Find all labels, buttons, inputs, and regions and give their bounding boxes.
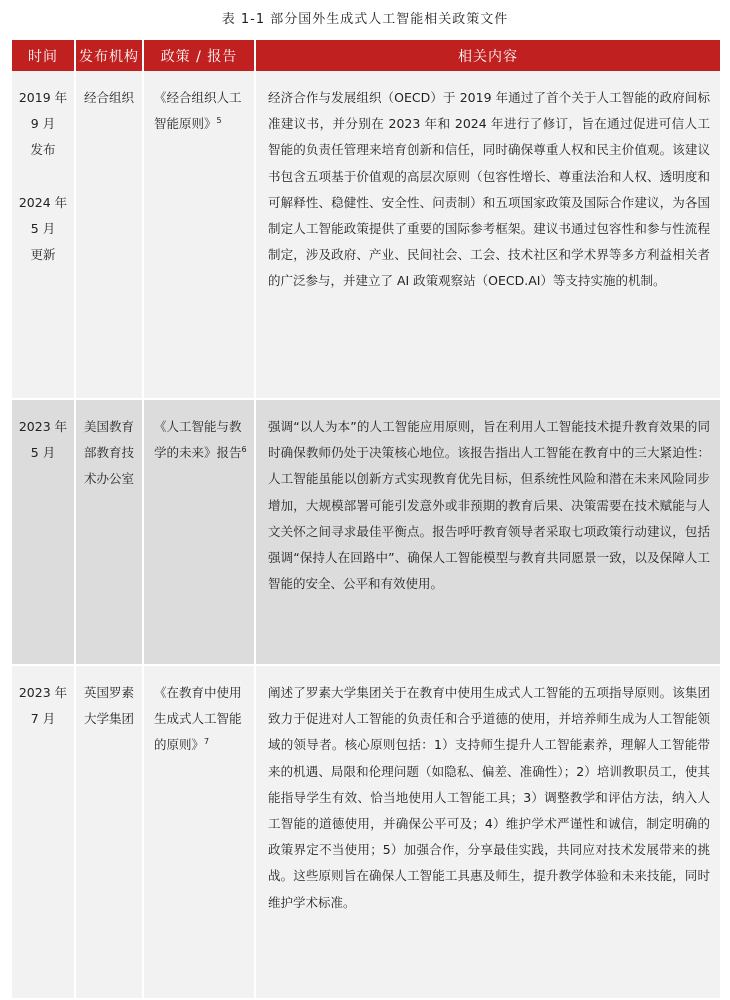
time-month: 5 月 [30,445,56,461]
row-policy [144,666,256,1000]
time-status-updated: 更新 [30,247,56,263]
time-year: 2023 年 [18,419,68,434]
table-header-row [12,40,720,71]
time-year-updated: 2024 年 [18,194,68,210]
time-month-updated: 5 月 [30,220,56,236]
header-time: 时间 [12,40,76,71]
table-row [12,400,720,666]
row-policy [144,71,256,400]
row-time [12,400,76,666]
header-org: 发布机构 [76,40,144,71]
row-content: 阐述了罗素大学集团关于在教育中使用生成式人工智能的五项指导原则。该集团致力于促进对人工智能的负责任和合乎道德的使用，并培养师生成为人工智能领域的领导者。核心原则包括：1）支持师生提升人工智能素养，理解人工智能带来的机遇、局限和伦理问题（如隐私、偏差、准确性）；2）培训教职员工，使其能指导学生有效、恰当地使用人工智能工具；3）调整教学和评估方法，纳入人工智能的道德使用，并确保公平可及；4）维护学术严谨性和诚信，制定明确的政策界定不当使用；5）加强合作，分享最佳实践，共同应对技术发展带来的挑战。这些原则旨在确保人工智能工具惠及师生，提升教学体验和未来技能，同时维护学术标准。 [256,666,720,1000]
policy-title: 《人工智能与教学的未来》报告 [154,419,242,461]
policy-title: 《经合组织人工智能原则》 [154,90,242,132]
row-content: 强调“以人为本”的人工智能应用原则，旨在利用人工智能技术提升教育效果的同时确保教师仍处于决策核心地位。该报告指出人工智能在教育中的三大紧迫性：人工智能虽能以创新方式实现教育优先目标，但系统性风险和潜在未来风险同步增加，大规模部署可能引发意外或非预期的教育后果、决策需要在技术赋能与人文关怀之间寻求最佳平衡点。报告呼吁教育领导者采取七项政策行动建议，包括强调“保持人在回路中”、确保人工智能模型与教育共同愿景一致，以及保障人工智能的安全、公平和有效使用。 [256,400,720,666]
header-content: 相关内容 [256,40,720,71]
row-org: 英国罗素大学集团 [76,666,144,1000]
row-time [12,71,76,400]
table-row [12,666,720,1000]
row-policy [144,400,256,666]
table-row [12,71,720,400]
row-time [12,666,76,1000]
header-policy: 政策 / 报告 [144,40,256,71]
time-month: 9 月 [30,116,56,132]
footnote-ref: 5 [216,116,222,126]
time-status: 发布 [30,142,56,158]
policy-title: 《在教育中使用生成式人工智能的原则》 [154,685,242,753]
footnote-ref: 7 [204,737,210,747]
time-month: 7 月 [30,711,56,727]
time-year: 2019 年 [18,90,68,105]
time-year: 2023 年 [18,685,68,700]
row-content: 经济合作与发展组织（OECD）于 2019 年通过了首个关于人工智能的政府间标准建议书，并分别在 2023 年和 2024 年进行了修订，旨在通过促进可信人工智能的负责任管理来培育创新和信任，同时确保尊重人权和民主价值观。该建议书包含五项基于价值观的高层次原则（包容性增长、尊重法治和人权、透明度和可解释性、稳健性、安全性、问责制）和五项国家政策及国际合作建议，为各国制定人工智能政策提供了重要的国际参考框架。建议书通过包容性和参与性流程制定，涉及政府、产业、民间社会、工会、技术社区和学术界等多方利益相关者的广泛参与，并建立了 AI 政策观察站（OECD.AI）等支持实施的机制。 [256,71,720,400]
table-caption: 表 1-1 部分国外生成式人工智能相关政策文件 [221,12,509,27]
row-org: 美国教育部教育技术办公室 [76,400,144,666]
row-org: 经合组织 [76,71,144,400]
policy-table [12,40,720,1000]
footnote-ref: 6 [241,445,247,455]
